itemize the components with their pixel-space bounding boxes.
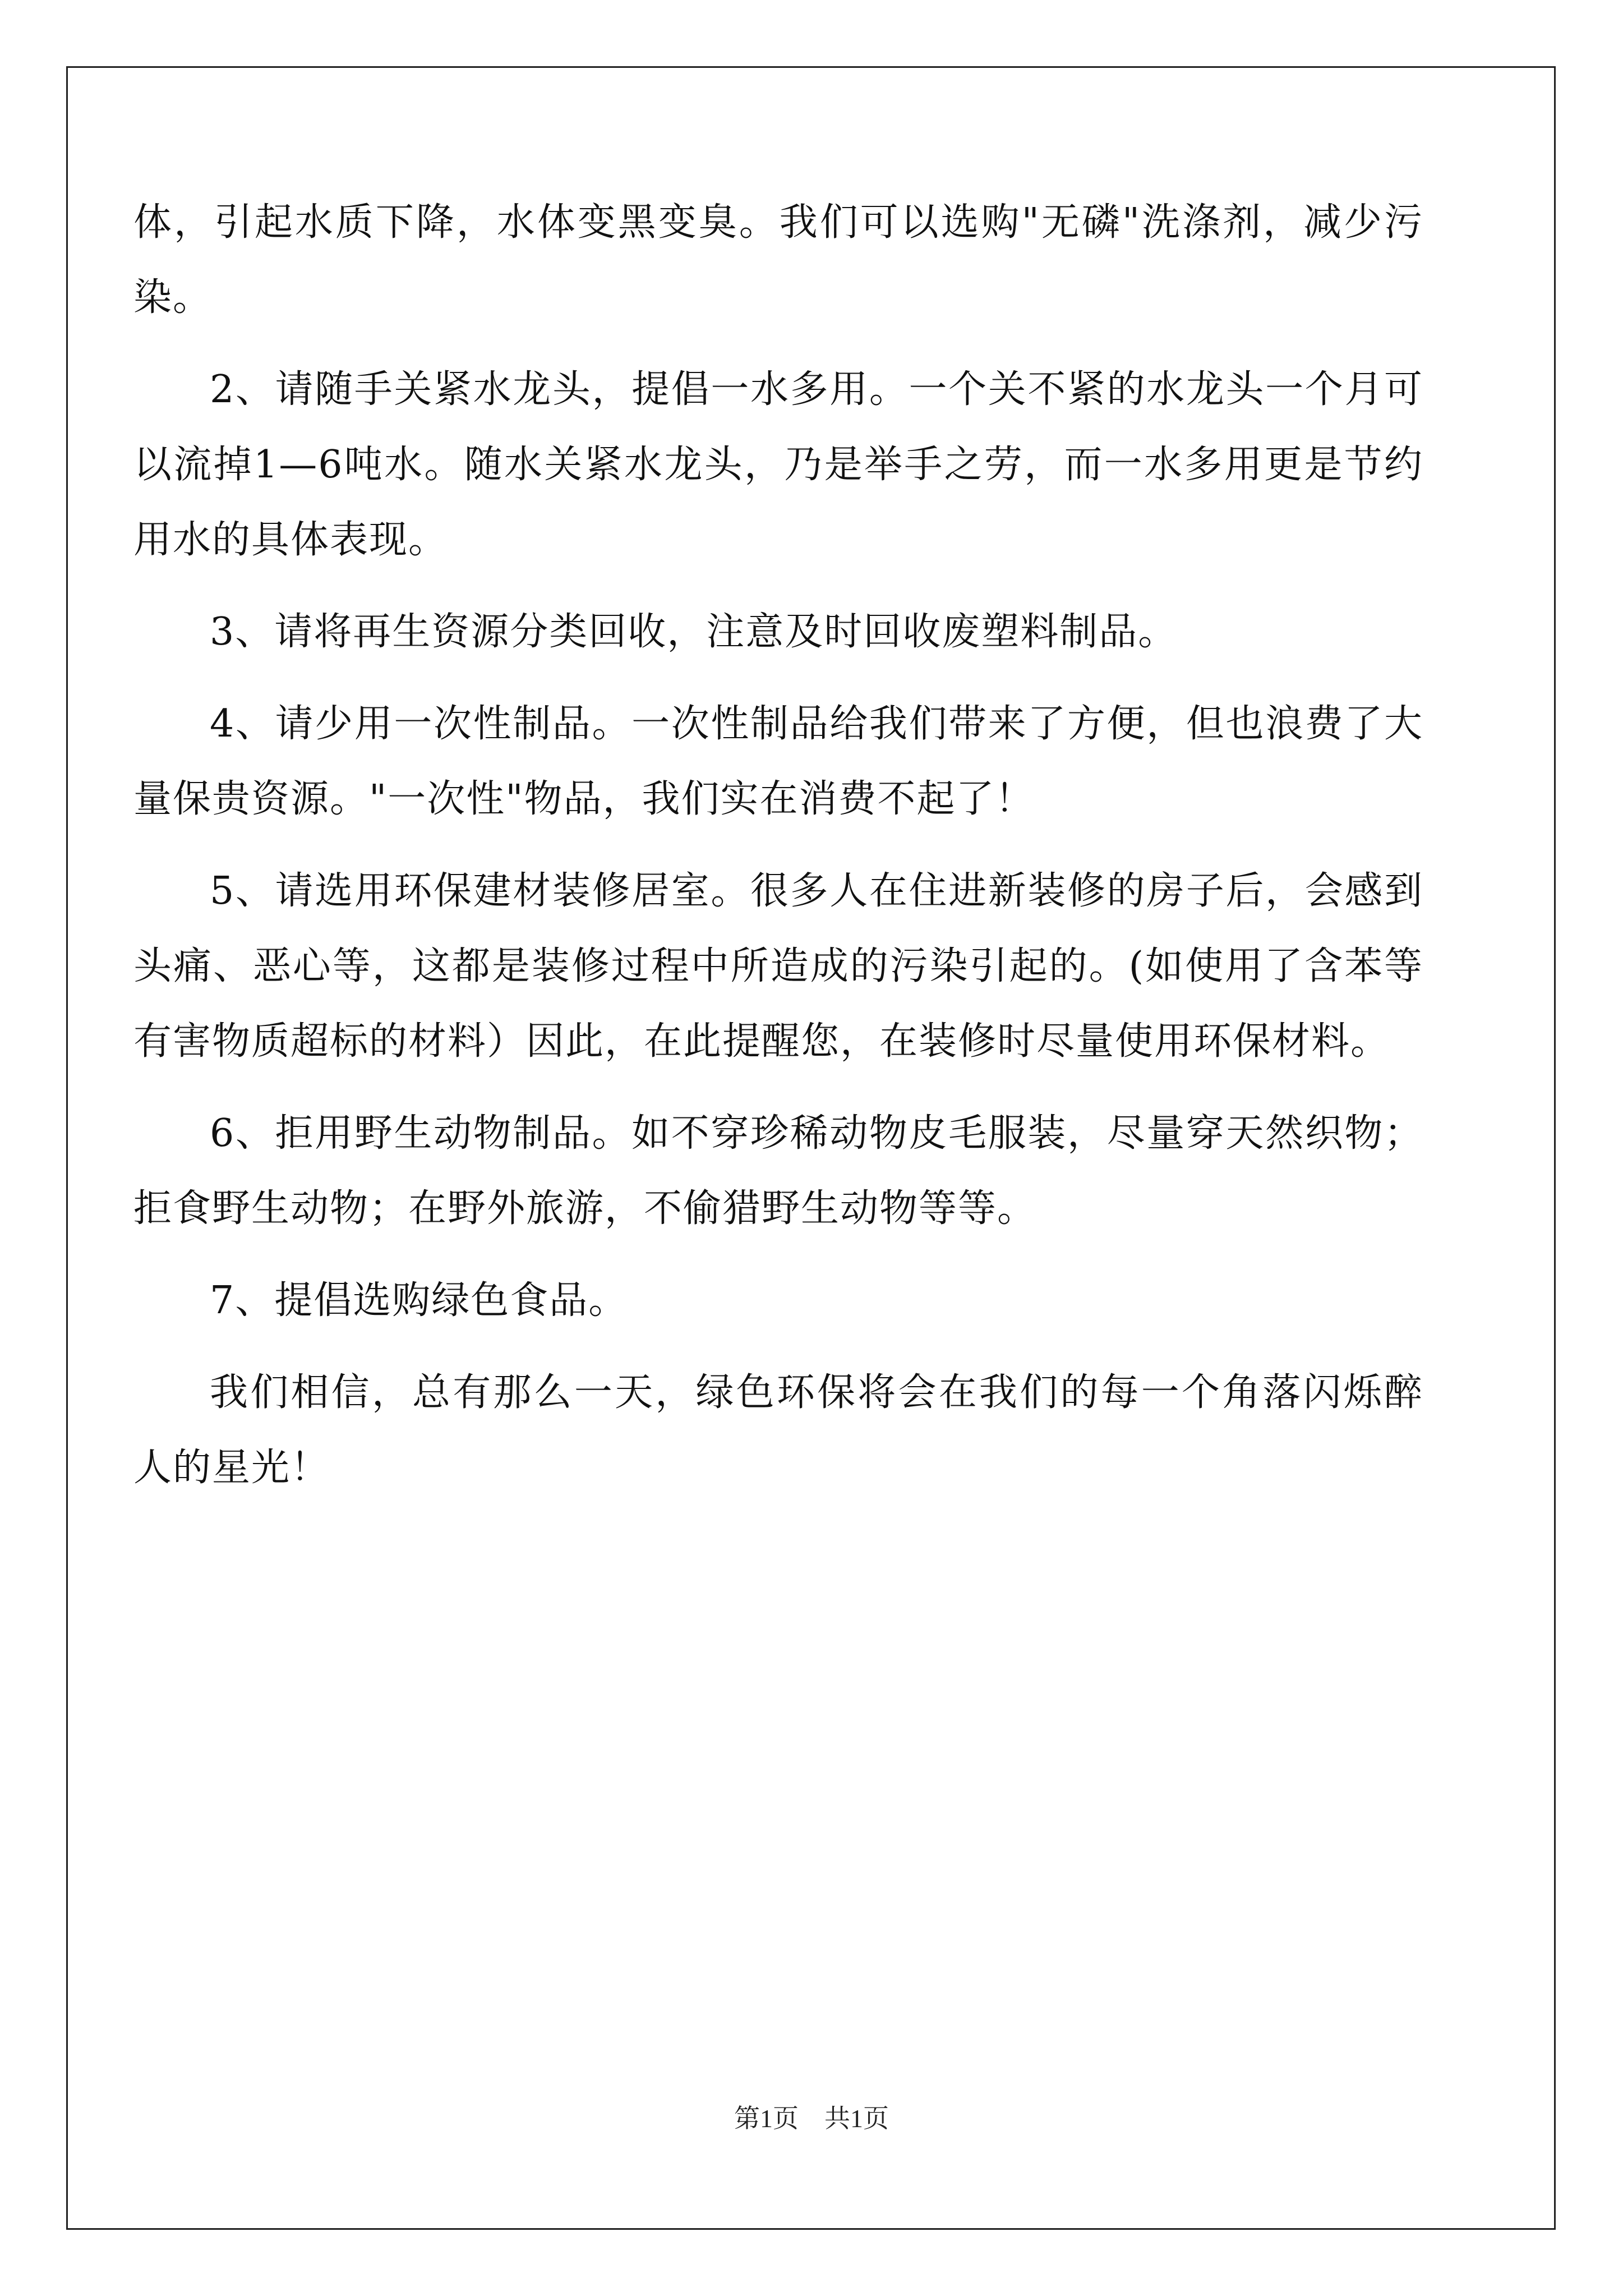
paragraph-item-5: 5、请选用环保建材装修居室。很多人在住进新装修的房子后，会感到头痛、恶心等，这都是装修过程中所造成的污染引起的。(如使用了含苯等有害物质超标的材料）因此，在此提醒您，在装修时尽量使用环保材料。: [133, 869, 1423, 1064]
paragraph-item-4: 4、请少用一次性制品。一次性制品给我们带来了方便，但也浪费了大量保贵资源。"一次性"物品，我们实在消费不起了！: [133, 702, 1423, 821]
paragraph-item-3: 3、请将再生资源分类回收，注意及时回收废塑料制品。: [210, 610, 1178, 654]
document-body: [133, 185, 1423, 1522]
paragraph-item-7: 7、提倡选购绿色食品。: [210, 1278, 628, 1323]
paragraph-item-2: 2、请随手关紧水龙头，提倡一水多用。一个关不紧的水龙头一个月可以流掉1—6吨水。随水关紧水龙头，乃是举手之劳，而一水多用更是节约用水的具体表现。: [133, 367, 1423, 562]
paragraph-conclusion: 我们相信，总有那么一天，绿色环保将会在我们的每一个角落闪烁醉人的星光！: [133, 1370, 1423, 1490]
page-number-footer: 第1页 共1页: [734, 2104, 889, 2133]
paragraph-continuation: 体，引起水质下降，水体变黑变臭。我们可以选购"无磷"洗涤剂，减少污染。: [133, 200, 1423, 320]
paragraph-item-6: 6、拒用野生动物制品。如不穿珍稀动物皮毛服装，尽量穿天然织物；拒食野生动物；在野外旅游，不偷猎野生动物等等。: [133, 1111, 1423, 1231]
